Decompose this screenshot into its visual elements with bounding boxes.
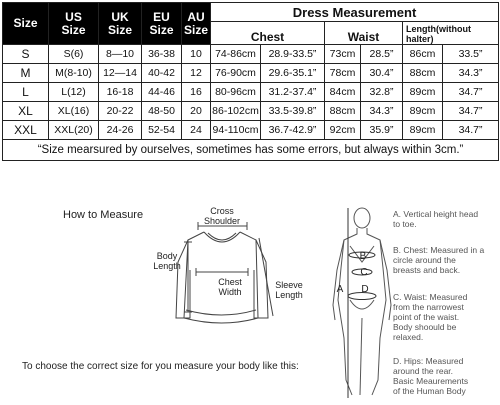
cell-eu: 36-38	[142, 45, 182, 64]
cell-chest-cm: 94-110cm	[211, 121, 261, 140]
letter-c: C	[360, 267, 368, 278]
size-chart-table	[2, 2, 499, 161]
cell-chest-cm: 74-86cm	[211, 45, 261, 64]
cell-length-in: 34.3”	[443, 64, 499, 83]
cell-uk: 20-22	[99, 102, 142, 121]
cell-size: M	[3, 64, 49, 83]
table-row	[3, 121, 499, 140]
cell-size: XXL	[3, 121, 49, 140]
body-head	[354, 208, 370, 228]
instruction-text: To choose the correct size for you measure your body like this:	[22, 361, 299, 372]
cell-au: 12	[182, 64, 211, 83]
cell-chest-cm: 80-96cm	[211, 83, 261, 102]
header-uk-size: UK Size	[99, 3, 142, 45]
annotation-b: B. Chest: Measured in a circle around the breasts and back.	[393, 245, 485, 275]
cell-size: L	[3, 83, 49, 102]
collar-outline	[208, 233, 236, 240]
cell-waist-in: 28.5”	[361, 45, 403, 64]
cell-us: XXL(20)	[49, 121, 99, 140]
header-eu-size: EU Size	[142, 3, 182, 45]
cell-length-in: 34.7”	[443, 121, 499, 140]
cell-length-in: 34.7”	[443, 83, 499, 102]
cell-waist-cm: 88cm	[325, 102, 361, 121]
header-chest: Chest	[211, 22, 325, 45]
cell-au: 10	[182, 45, 211, 64]
cell-waist-in: 34.3”	[361, 102, 403, 121]
cell-chest-in: 31.2-37.4”	[261, 83, 325, 102]
cell-chest-in: 36.7-42.9”	[261, 121, 325, 140]
annotation-d: D. Hips: Measured around the rear. Basic Meaurements of the Human Body	[393, 356, 469, 396]
cell-waist-in: 35.9”	[361, 121, 403, 140]
table-row	[3, 102, 499, 121]
header-size: Size	[3, 3, 49, 45]
cell-au: 24	[182, 121, 211, 140]
letter-a: A	[336, 284, 344, 295]
table-row	[3, 83, 499, 102]
header-au-size: AU Size	[182, 3, 211, 45]
cell-eu: 40-42	[142, 64, 182, 83]
cell-length-in: 33.5”	[443, 45, 499, 64]
annotation-c: C. Waist: Measured from the narrowest point of the waist. Body shoould be relaxed.	[393, 292, 468, 342]
cell-length-cm: 89cm	[403, 121, 443, 140]
how-to-measure-title: How to Measure	[63, 209, 144, 221]
cell-length-cm: 86cm	[403, 45, 443, 64]
cell-us: M(8-10)	[49, 64, 99, 83]
cell-length-in: 34.7”	[443, 102, 499, 121]
cell-us: S(6)	[49, 45, 99, 64]
cell-waist-in: 30.4”	[361, 64, 403, 83]
letter-d: D	[361, 284, 369, 295]
cell-size: XL	[3, 102, 49, 121]
cell-length-cm: 89cm	[403, 83, 443, 102]
cell-length-cm: 88cm	[403, 64, 443, 83]
chest-width-label: Chest Width	[218, 277, 242, 297]
sleeve-length-line	[259, 238, 273, 316]
cell-length-cm: 89cm	[403, 102, 443, 121]
annotation-a: A. Vertical height head to toe.	[393, 209, 479, 229]
header-us-size: US Size	[49, 3, 99, 45]
table-row	[3, 45, 499, 64]
cross-shoulder-label: Cross Shoulder	[203, 206, 241, 226]
cell-uk: 24-26	[99, 121, 142, 140]
right-sleeve-outline	[254, 240, 268, 318]
header-dress-measurement: Dress Measurement	[211, 3, 499, 22]
cell-eu: 44-46	[142, 83, 182, 102]
header-length: Length(without halter)	[403, 22, 499, 45]
cell-chest-cm: 76-90cm	[211, 64, 261, 83]
cell-chest-cm: 86-102cm	[211, 102, 261, 121]
cell-uk: 8—10	[99, 45, 142, 64]
cell-au: 20	[182, 102, 211, 121]
cell-waist-cm: 78cm	[325, 64, 361, 83]
cell-us: XL(16)	[49, 102, 99, 121]
cell-us: L(12)	[49, 83, 99, 102]
table-row	[3, 64, 499, 83]
cell-uk: 12—14	[99, 64, 142, 83]
cell-waist-cm: 73cm	[325, 45, 361, 64]
cell-waist-in: 32.8”	[361, 83, 403, 102]
cell-eu: 48-50	[142, 102, 182, 121]
cell-chest-in: 33.5-39.8”	[261, 102, 325, 121]
cell-eu: 52-54	[142, 121, 182, 140]
sleeve-length-label: Sleeve Length	[275, 280, 303, 300]
letter-b: B	[359, 251, 367, 262]
cell-au: 16	[182, 83, 211, 102]
cell-size: S	[3, 45, 49, 64]
body-length-label: Body Length	[153, 251, 181, 271]
measurement-note: “Size mearsured by ourselves, sometimes has some errors, but always within 3cm.”	[3, 140, 499, 161]
cell-uk: 16-18	[99, 83, 142, 102]
cell-chest-in: 28.9-33.5”	[261, 45, 325, 64]
cell-waist-cm: 84cm	[325, 83, 361, 102]
cell-chest-in: 29.6-35.1”	[261, 64, 325, 83]
header-waist: Waist	[325, 22, 403, 45]
cell-waist-cm: 92cm	[325, 121, 361, 140]
